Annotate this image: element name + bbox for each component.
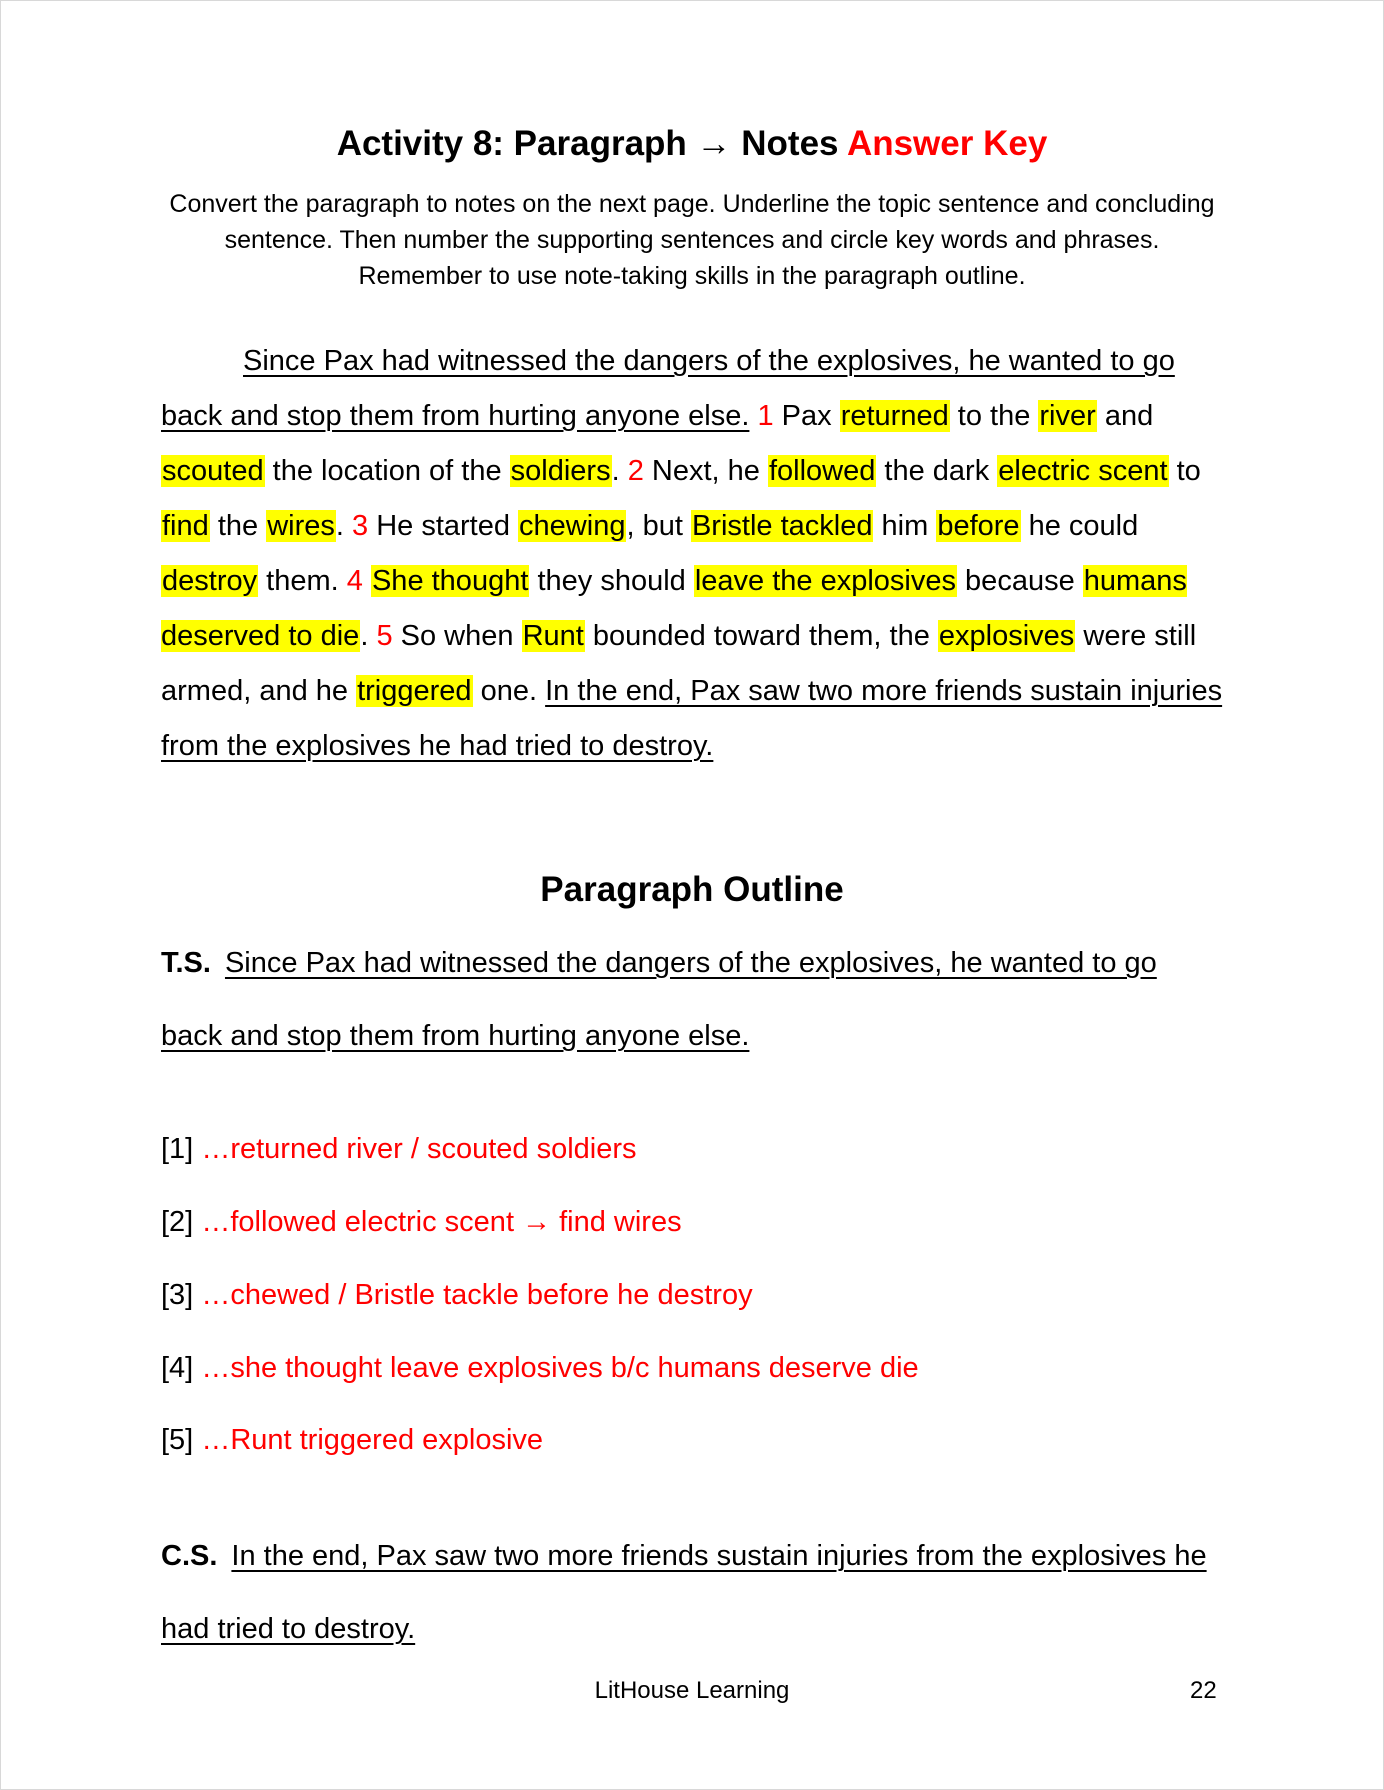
outline-item	[161, 1352, 919, 1385]
text-fragment: they should	[529, 565, 694, 597]
outline-item	[161, 1133, 637, 1166]
text-fragment: him	[873, 510, 937, 542]
key-word-soldiers: soldiers	[510, 455, 611, 487]
page-number: 22	[1190, 1677, 1217, 1704]
text-fragment: Pax	[773, 400, 840, 432]
text-fragment: .	[360, 620, 377, 652]
sentence-number-5: 5	[376, 620, 393, 652]
outline-item	[161, 1206, 682, 1239]
text-fragment	[363, 565, 371, 597]
item-label: [3]	[161, 1279, 194, 1311]
text-fragment: were still armed, and he	[161, 620, 1197, 707]
item-label: [5]	[161, 1424, 194, 1456]
outline-concluding-sentence	[161, 1520, 1225, 1666]
key-word-returned: returned	[840, 400, 949, 432]
text-fragment: the location of the	[264, 455, 510, 487]
concluding-sentence: In the end, Pax saw two more friends sustain injuries from the explosives he had tried to destroy.	[161, 675, 1223, 762]
sentence-number-2: 2	[627, 455, 644, 487]
key-word-chewing: chewing	[519, 510, 626, 542]
item-note: …followed electric scent → find wires	[201, 1206, 682, 1238]
key-word-bristle-tackled: Bristle tackled	[691, 510, 873, 542]
text-fragment: the	[209, 510, 267, 542]
key-word-runt: Runt	[522, 620, 584, 652]
text-fragment: and	[1096, 400, 1154, 432]
text-fragment: to the	[949, 400, 1039, 432]
activity-title	[0, 124, 1384, 164]
text-fragment: one.	[472, 675, 546, 707]
key-word-explosives: explosives	[938, 620, 1075, 652]
outline-topic-sentence	[161, 927, 1225, 1073]
outline-heading: Paragraph Outline	[540, 870, 844, 909]
topic-sentence: Since Pax had witnessed the dangers of the explosives, he wanted to go back and stop them from hurting anyone else.	[161, 345, 1175, 432]
outline-item	[161, 1424, 543, 1457]
text-fragment: , but	[626, 510, 691, 542]
cs-label: C.S.	[161, 1540, 218, 1572]
ts-text: Since Pax had witnessed the dangers of the explosives, he wanted to go back and stop them from hurting anyone else.	[161, 947, 1157, 1052]
key-word-before: before	[937, 510, 1020, 542]
ts-label: T.S.	[161, 947, 211, 979]
key-word-wires: wires	[267, 510, 335, 542]
item-note: …Runt triggered explosive	[201, 1424, 544, 1456]
key-word-river: river	[1039, 400, 1096, 432]
key-word-humans-deserved: humans deserved to die	[161, 565, 1187, 652]
text-fragment: bounded toward them, the	[584, 620, 938, 652]
key-word-electric-scent: electric scent	[998, 455, 1168, 487]
sentence-number-4: 4	[346, 565, 363, 597]
text-fragment: because	[957, 565, 1083, 597]
item-note: …returned river / scouted soldiers	[201, 1133, 637, 1165]
text-fragment: He started	[368, 510, 519, 542]
key-word-find: find	[162, 510, 209, 542]
text-fragment: them.	[258, 565, 347, 597]
sentence-number-1: 1	[757, 400, 774, 432]
key-word-leave-the-explosives: leave the explosives	[694, 565, 956, 597]
instructions: Convert the paragraph to notes on the next page. Underline the topic sentence and concluding sentence. Then number the supporting sentences and circle key words and phrases. Remember to use note-taking skills in the paragraph outline.	[169, 190, 1215, 290]
text-fragment: Next, he	[643, 455, 768, 487]
text-fragment: .	[611, 455, 628, 487]
key-word-scouted: scouted	[162, 455, 264, 487]
answer-key-label: Answer Key	[846, 124, 1048, 163]
item-note: …chewed / Bristle tackle before he destroy	[201, 1279, 753, 1311]
key-word-followed: followed	[768, 455, 876, 487]
outline-item	[161, 1279, 753, 1312]
item-label: [2]	[161, 1206, 194, 1238]
sentence-number-3: 3	[352, 510, 369, 542]
source-paragraph	[161, 334, 1225, 774]
item-label: [4]	[161, 1352, 194, 1384]
text-fragment: So when	[392, 620, 522, 652]
text-fragment: to	[1168, 455, 1201, 487]
cs-text: In the end, Pax saw two more friends sustain injuries from the explosives he had tried to destroy.	[161, 1540, 1207, 1645]
key-word-she-thought: She thought	[371, 565, 529, 597]
key-word-destroy: destroy	[162, 565, 258, 597]
footer-publisher: LitHouse Learning	[594, 1677, 790, 1704]
text-fragment: he could	[1020, 510, 1139, 542]
item-label: [1]	[161, 1133, 194, 1165]
title-main: Activity 8: Paragraph → Notes	[336, 124, 839, 163]
key-word-triggered: triggered	[357, 675, 472, 707]
text-fragment: the dark	[876, 455, 998, 487]
item-note: …she thought leave explosives b/c humans deserve die	[201, 1352, 919, 1384]
text-fragment: .	[335, 510, 352, 542]
